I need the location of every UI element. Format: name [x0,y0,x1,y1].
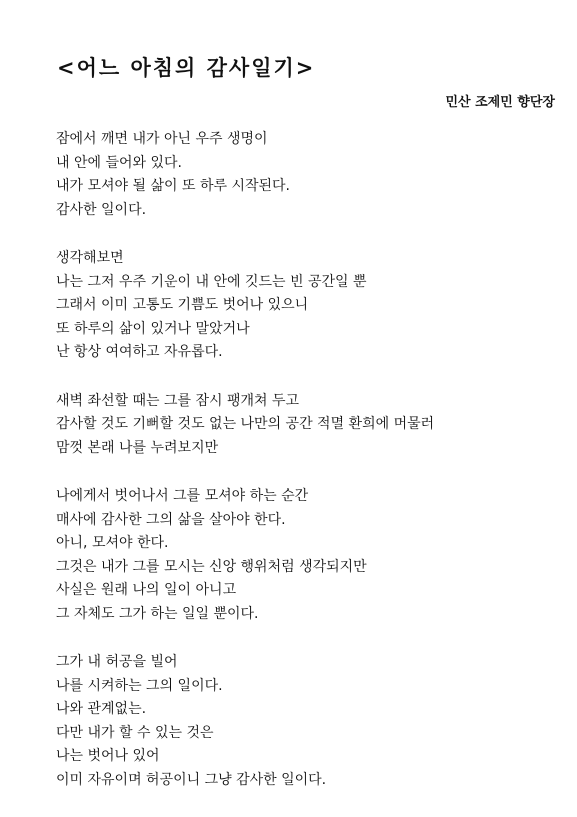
poem-line: 난 항상 여여하고 자유롭다. [56,344,223,360]
poem-title: <어느 아침의 감사일기> [57,55,316,80]
poem-line: 나를 시켜하는 그의 일이다. [56,677,223,694]
poem-line: 잠에서 깨면 내가 아닌 우주 생명이 [56,131,268,147]
poem-line: 새벽 좌선할 때는 그를 잠시 팽개쳐 두고 [56,392,300,409]
poem-line: 생각해보면 [56,250,124,266]
poem-line: 아니, 모셔야 한다. [56,535,169,551]
poem-author: 민산 조제민 향단장 [445,95,555,110]
poem-line: 나는 벗어나 있어 [56,748,160,764]
poem-line: 또 하루의 삶이 있거나 말았거나 [56,320,250,337]
poem-line: 나에게서 벗어나서 그를 모셔야 하는 순간 [56,488,309,504]
stanza-5 [56,651,566,792]
stanza-4 [56,485,566,626]
poem-line: 나와 관계없는. [56,701,147,717]
poem-line: 그가 내 허공을 빌어 [56,654,178,670]
poem-line: 그래서 이미 고통도 기쁨도 벗어나 있으니 [56,297,309,313]
stanza-1 [56,128,566,222]
poem-line: 그 자체도 그가 하는 일일 뿐이다. [56,605,259,622]
poem-line: 다만 내가 할 수 있는 것은 [56,724,214,741]
poem-line: 사실은 원래 나의 일이 아니고 [56,582,237,598]
poem-line: 맘껏 본래 나를 누려보지만 [56,439,219,456]
poem-line: 내 안에 들어와 있다. [56,154,182,171]
poem-line: 감사할 것도 기뻐할 것도 없는 나만의 공간 적멸 환희에 머물러 [56,416,435,432]
stanza-3 [56,390,566,461]
poem-line: 감사한 일이다. [56,201,147,218]
poem-line: 나는 그저 우주 기운이 내 안에 깃드는 빈 공간일 뿐 [56,273,367,290]
poem-line: 내가 모셔야 될 삶이 또 하루 시작된다. [56,178,291,194]
stanza-2 [56,247,566,365]
poem-line: 매사에 감사한 그의 삶을 살아야 한다. [56,511,286,528]
poem-line: 그것은 내가 그를 모시는 신앙 행위처럼 생각되지만 [56,558,367,575]
poem-line: 이미 자유이며 허공이니 그냥 감사한 일이다. [56,771,327,788]
poem-body [56,128,566,817]
